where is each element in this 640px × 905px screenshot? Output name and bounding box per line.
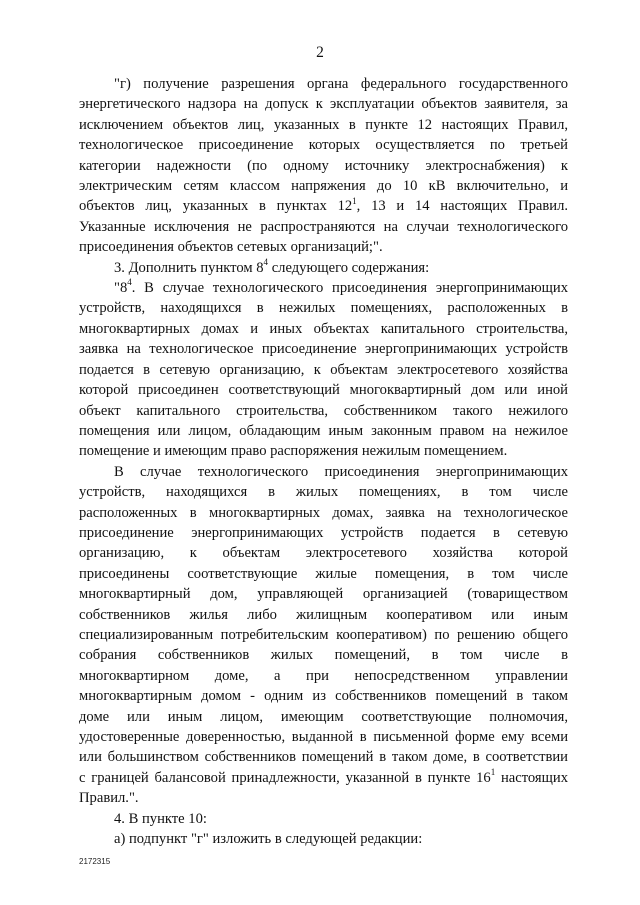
text-line: "г) получение разрешения органа федерального государственного — [114, 76, 568, 92]
text-line: многоквартирным домом - одним из собственников помещений в таком — [79, 688, 568, 705]
text-line: энергетического надзора на допуск к эксплуатации объектов заявителя, за — [79, 96, 568, 113]
text-line: которой присоединен соответствующий многоквартирный дом или иной — [79, 382, 568, 399]
text-line: 3. Дополнить пунктом $8^4$ следующего содержания: — [114, 256, 430, 276]
text-line: собрания собственников жилых помещений, в том числе в — [79, 647, 568, 664]
text-line: многоквартирном доме, а при непосредственном управлении — [79, 667, 568, 684]
page-number: 2 — [316, 44, 324, 61]
text-line: Правил.". — [79, 790, 139, 807]
text-line: Указанные исключения не распространяются на случаи технологического — [79, 218, 568, 235]
text-line: с границей балансовой принадлежности, указанной в пункте $16^1$ настоящих — [79, 766, 568, 786]
text-line: заявка на технологическое присоединение энергопринимающих устройств — [79, 341, 568, 358]
text-line: многоквартирных домах и иных объектах капитального строительства, — [79, 320, 568, 337]
text-line: подается в сетевую организацию, к объектам электросетевого хозяйства — [79, 361, 568, 378]
text-line: исключением объектов лиц, указанных в пункте 12 настоящих Правил, — [79, 116, 568, 133]
text-line: организацию, к объектам электросетевого хозяйства которой — [79, 545, 568, 562]
document-code: 2172315 — [79, 857, 111, 866]
text-line: технологическое присоединение которых осуществляется по третьей — [79, 137, 568, 154]
text-line: объект капитального строительства, собственником такого нежилого — [79, 402, 568, 419]
text-line: устройств, находящихся в нежилых помещениях, расположенных в — [79, 300, 568, 317]
text-line: устройств, находящихся в жилых помещениях, в том числе — [79, 484, 568, 501]
text-line: присоединения объектов сетевых организаций;". — [79, 239, 383, 256]
text-line: доме или иным лицом, имеющим соответствующие полномочия, — [79, 708, 568, 725]
document-body — [79, 74, 568, 849]
text-line: "$8^4$. В случае технологического присоединения энергопринимающих — [114, 277, 568, 297]
text-line: а) подпункт "г" изложить в следующей редакции: — [114, 831, 423, 848]
text-line: помещения или лицом, обладающим иным законным правом на нежилое — [79, 422, 568, 439]
text-line: помещение и имеющим право распоряжения нежилым помещением. — [79, 443, 508, 460]
text-line: электрическим сетям классом напряжения до 10 кВ включительно, и — [79, 178, 568, 195]
text-line: удостоверенные доверенностью, выданной в письменной форме ему всеми — [79, 729, 568, 745]
text-line: присоединены соответствующие жилые помещения, в том числе — [79, 565, 568, 582]
text-line: расположенных в многоквартирных домах, заявка на технологическое — [79, 504, 568, 521]
text-line: многоквартирный дом, управляющей организацией (товариществом — [79, 586, 568, 603]
text-line: специализированным потребительским кооперативом) по решению общего — [79, 626, 568, 643]
text-line: 4. В пункте 10: — [114, 810, 207, 827]
text-line: собственников жилья либо жилищным кооперативом или иным — [79, 606, 568, 623]
text-line: объектов лиц, указанных в пунктах $12^1$, 13 и 14 настоящих Правил. — [79, 195, 569, 215]
text-line: В случае технологического присоединения энергопринимающих — [114, 463, 568, 480]
text-line: или большинством собственников помещений в таком доме, в соответствии — [79, 749, 568, 766]
text-line: присоединение энергопринимающих устройств подается в сетевую — [79, 524, 568, 541]
text-line: категории надежности (по одному источнику электроснабжения) к — [79, 157, 568, 174]
